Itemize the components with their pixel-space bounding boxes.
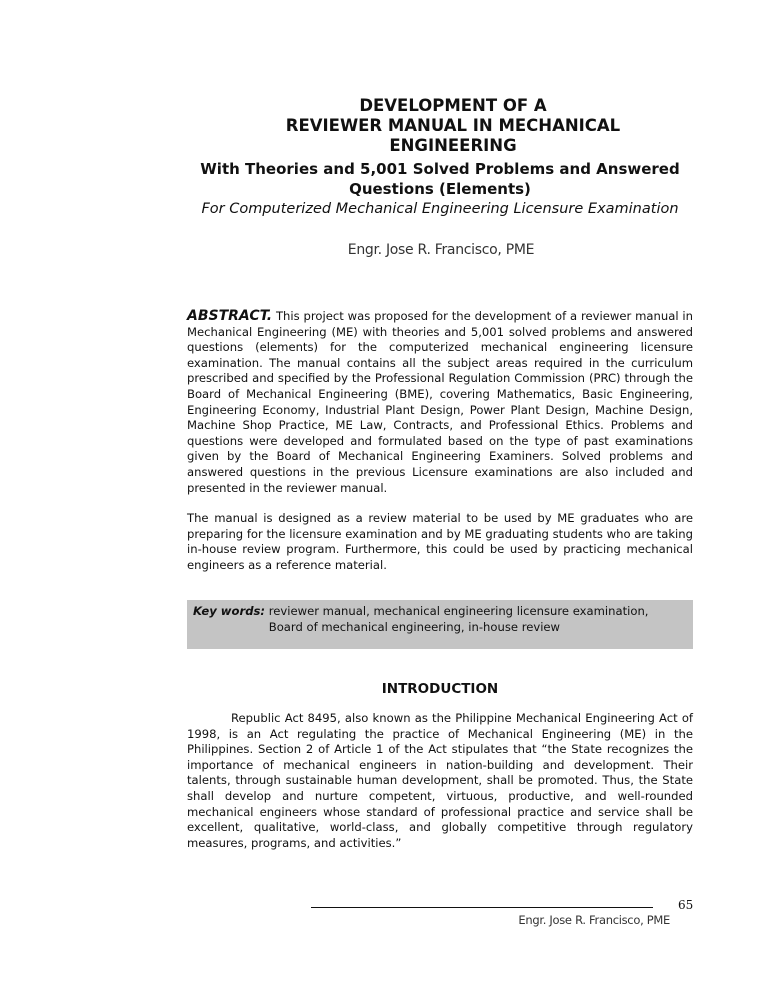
keywords-text: reviewer manual, mechanical engineering licensure examination, Board of mechanical engineering, in-house review [268, 604, 649, 634]
footer-rule [311, 907, 653, 908]
page-number: 65 [678, 898, 694, 912]
abstract-paragraph-1 [187, 309, 693, 496]
subsubtitle: For Computerized Mechanical Engineering Licensure Examination [201, 201, 679, 217]
introduction-text: Republic Act 8495, also known as the Philippine Mechanical Engineering Act of 1998, is an Act regulating the practice of Mechanical Engineering (ME) in the Philippines. Section 2 of Article 1 of the Act stipulates that “the State recognizes the importance of mechanical engineers in nation-building and development. Their talents, through sustainable human development, shall be promoted. Thus, the State shall develop and nurture competent, virtuous, productive, and well-rounded mechanical engineers whose standard of professional practice and service shall be excellent, qualitative, world-class, and globally competitive through regulatory measures, programs, and activities.” [187, 711, 693, 850]
abstract-label: ABSTRACT. [187, 308, 273, 324]
author-signature: Engr. Jose R. Francisco, PME [347, 242, 535, 258]
title-block [130, 96, 768, 156]
title-line-3: ENGINEERING [389, 136, 517, 155]
keywords-label: Key words: [193, 604, 266, 618]
title-line-1: DEVELOPMENT OF A [359, 96, 547, 115]
footer-author-signature: Engr. Jose R. Francisco, PME [518, 913, 670, 927]
abstract-section [187, 309, 693, 574]
subtitle: With Theories and 5,001 Solved Problems and Answered Questions (Elements) [200, 160, 680, 198]
keywords-box [187, 600, 693, 649]
title-line-2: REVIEWER MANUAL IN MECHANICAL [285, 116, 621, 135]
abstract-paragraph-2: The manual is designed as a review material to be used by ME graduates who are preparing for the licensure examination and by ME graduating students who are taking in-house review program. Furthermore, this could be used by practicing mechanical engineers as a reference material. [187, 511, 693, 572]
abstract-text-1: This project was proposed for the development of a reviewer manual in Mechanical Engineering (ME) with theories and 5,001 solved problems and answered questions (elements) for the computerized mechanical engineering licensure examination. The manual contains all the subject areas required in the curriculum prescribed and specified by the Professional Regulation Commission (PRC) through the Board of Mechanical Engineering (BME), covering Mathematics, Basic Engineering, Engineering Economy, Industrial Plant Design, Power Plant Design, Machine Design, Machine Shop Practice, ME Law, Contracts, and Professional Ethics. Problems and questions were developed and formulated based on the type of past examinations given by the Board of Mechanical Engineering Examiners. Solved problems and answered questions in the previous Licensure examinations are also included and presented in the reviewer manual. [187, 309, 693, 495]
introduction-heading: INTRODUCTION [381, 681, 499, 697]
